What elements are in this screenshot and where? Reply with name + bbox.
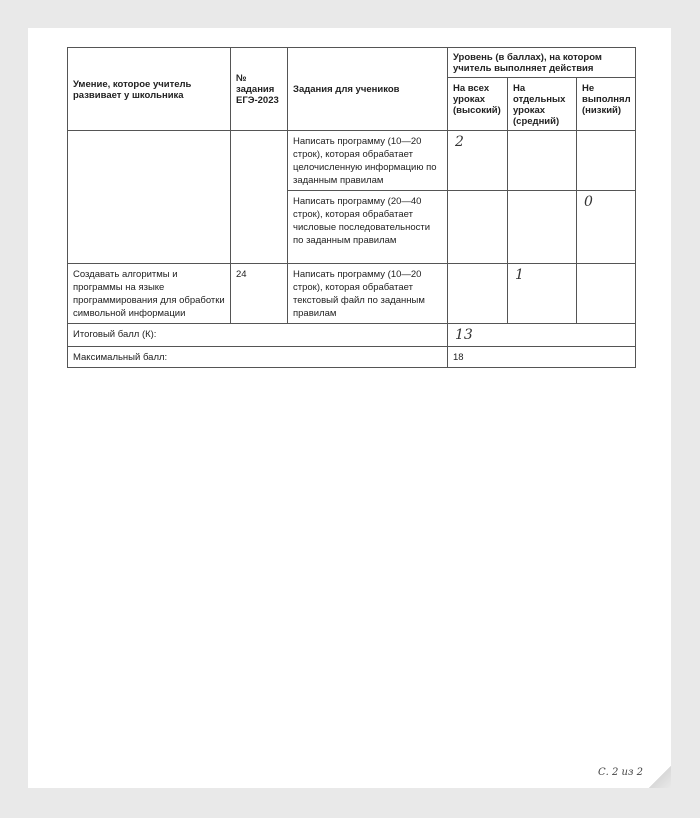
cell-task: Написать программу (10—20 строк), которая обрабатает целочисленную информацию по заданным правилам [288, 131, 448, 191]
handwritten-score: 0 [584, 194, 593, 210]
handwritten-score [582, 134, 584, 150]
cell-score-high [448, 191, 508, 264]
assessment-table [67, 47, 636, 368]
cell-score-high [448, 264, 508, 324]
document-page [28, 28, 671, 788]
handwritten-score [582, 267, 584, 283]
total-value-cell [448, 324, 636, 347]
max-value: 18 [448, 347, 636, 368]
table-row [68, 131, 636, 191]
total-value: 13 [455, 327, 473, 343]
page-curl [649, 766, 671, 788]
max-label: Максимальный балл: [68, 347, 448, 368]
header-skill: Умение, которое учитель развивает у школьника [68, 48, 231, 131]
header-level-mid: На отдельных уроках (средний) [508, 78, 577, 131]
cell-score-low [577, 264, 636, 324]
total-row [68, 324, 636, 347]
cell-score-low [577, 191, 636, 264]
header-task-number: № задания ЕГЭ-2023 [231, 48, 288, 131]
header-level: Уровень (в баллах), на котором учитель выполняет действия [448, 48, 636, 78]
cell-task-number [231, 131, 288, 264]
cell-task: Написать программу (20—40 строк), которая обрабатает числовые последовательности по заданным правилам [288, 191, 448, 264]
handwritten-score: 2 [455, 134, 464, 150]
header-level-low: Не выполнял (низкий) [577, 78, 636, 131]
header-level-high: На всех уроках (высокий) [448, 78, 508, 131]
cell-task: Написать программу (10—20 строк), которая обрабатает текстовый файл по заданным правилам [288, 264, 448, 324]
table-row [68, 264, 636, 324]
cell-score-low [577, 131, 636, 191]
cell-task-number: 24 [231, 264, 288, 324]
table-header-row [68, 48, 636, 78]
max-row [68, 347, 636, 368]
page-number: С. 2 из 2 [598, 767, 643, 778]
cell-score-mid [508, 264, 577, 324]
header-tasks: Задания для учеников [288, 48, 448, 131]
handwritten-score [453, 267, 455, 283]
handwritten-score: 1 [515, 267, 524, 283]
cell-skill [68, 131, 231, 264]
cell-skill: Создавать алгоритмы и программы на языке программирования для обработки символьной информации [68, 264, 231, 324]
cell-score-mid [508, 131, 577, 191]
cell-score-mid [508, 191, 577, 264]
total-label: Итоговый балл (К): [68, 324, 448, 347]
cell-score-high [448, 131, 508, 191]
handwritten-score [453, 194, 455, 210]
handwritten-score [513, 134, 515, 150]
handwritten-score [513, 194, 515, 210]
